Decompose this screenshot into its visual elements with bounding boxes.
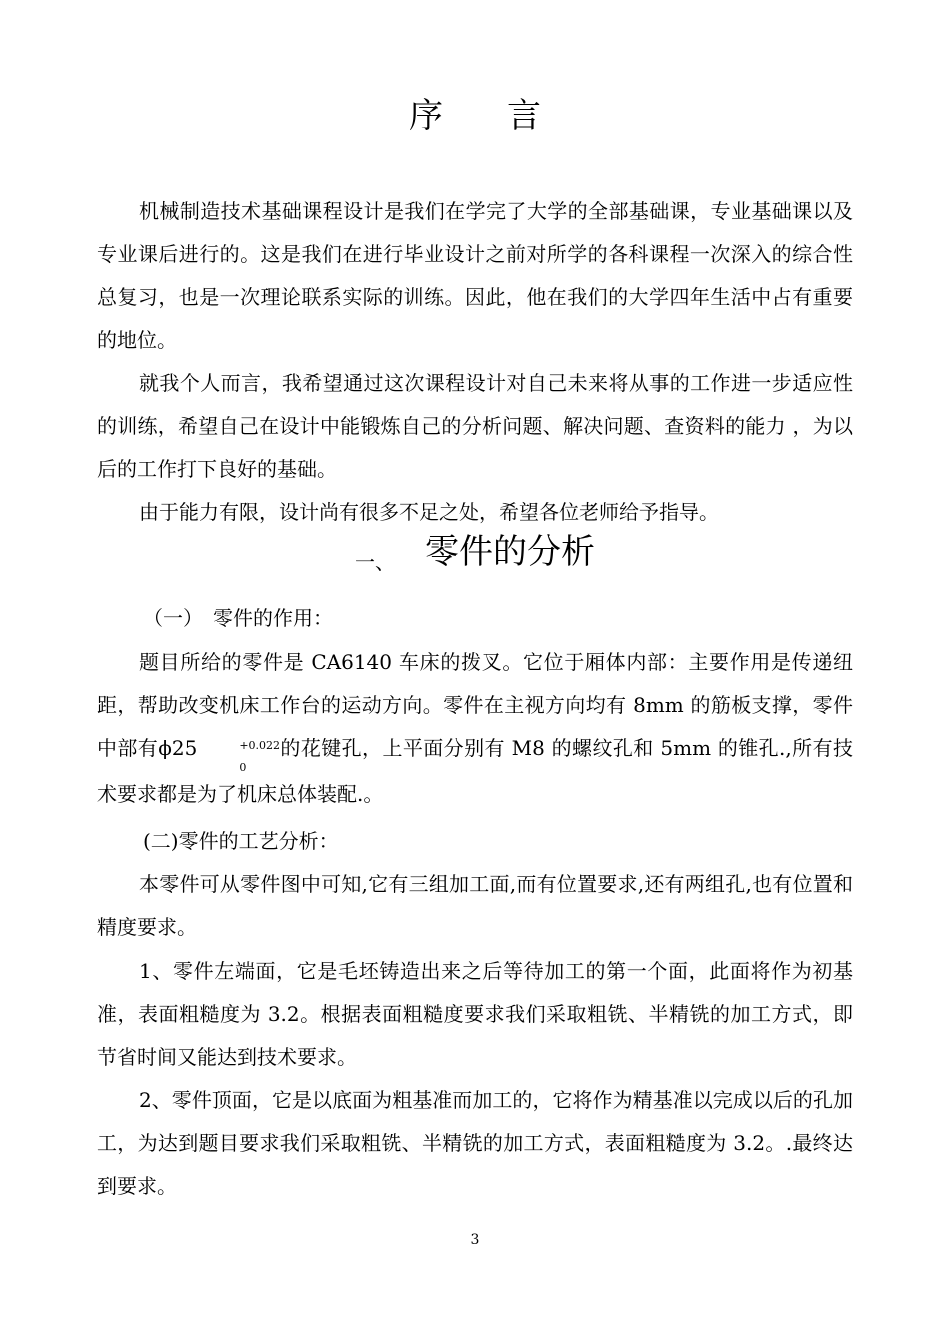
preface-paragraph-1: 机械制造技术基础课程设计是我们在学完了大学的全部基础课，专业基础课以及专业课后进行的。这是我们在进行毕业设计之前对所学的各科课程一次深入的综合性总复习，也是一次理论联系实际的训练。因此，他在我们的大学四年生活中占有重要的地位。 [97,199,853,352]
preface-title: 序言 [409,96,605,136]
part-function-text-2: 的花键孔，上平面分别有 M8 的螺纹孔和 5mm 的锥孔.,所有技术要求都是为了机床总体装配.。 [97,736,853,806]
part-function-paragraph [97,641,853,816]
process-analysis-intro: 本零件可从零件图中可知,它有三组加工面,而有位置要求,还有两组孔,也有位置和精度要求。 [97,872,853,939]
preface-paragraph-3: 由于能力有限，设计尚有很多不足之处，希望各位老师给予指导。 [139,500,719,524]
section-number: 一、 [355,550,395,574]
part-function-text-1: 题目所给的零件是 CA6140 车床的拨叉。它位于厢体内部：主要作用是传递纽距，帮助改变机床工作台的运动方向。零件在主视方向均有 8mm 的筋板支撑，零件中部有 [97,650,853,760]
tolerance-upper: +0.022 [239,739,281,752]
tolerance [197,730,280,773]
page-number: 3 [470,1232,480,1248]
section-heading [0,528,950,576]
subsection-1-label: （一） 零件的作用： [143,606,333,630]
hole-dimension: ϕ25 [158,736,198,760]
section-title: 零件的分析 [425,532,595,572]
subsection-2-label: (二)零件的工艺分析： [143,829,339,853]
process-item-1: 1、零件左端面，它是毛坯铸造出来之后等待加工的第一个面，此面将作为初基准，表面粗糙度为 3.2。根据表面粗糙度要求我们采取粗铣、半精铣的加工方式，即节省时间又能达到技术要求。 [97,959,853,1069]
process-item-2: 2、零件顶面，它是以底面为粗基准而加工的，它将作为精基准以完成以后的孔加工，为达到题目要求我们采取粗铣、半精铣的加工方式，表面粗糙度为 3.2。.最终达到要求。 [97,1088,853,1198]
preface-paragraph-2: 就我个人而言，我希望通过这次课程设计对自己未来将从事的工作进一步适应性的训练，希望自己在设计中能锻炼自己的分析问题、解决问题、查资料的能力 ，为以后的工作打下良好的基础。 [97,371,853,481]
tolerance-lower: 0 [239,761,247,774]
